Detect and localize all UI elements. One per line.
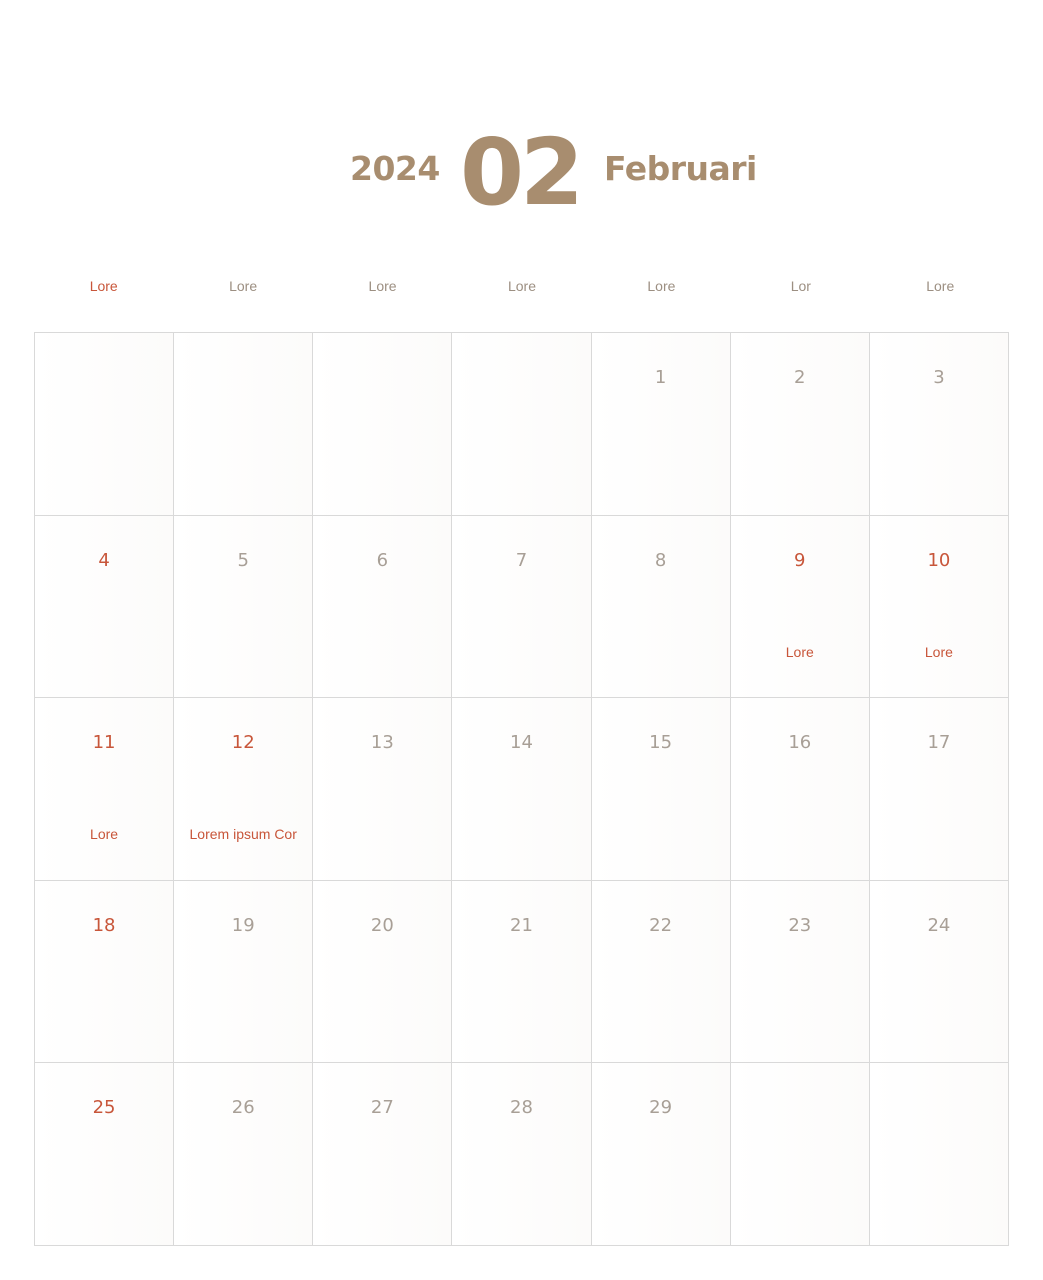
day-number: 21 <box>510 914 533 936</box>
day-number: 9 <box>794 549 806 571</box>
day-cell <box>452 698 591 881</box>
weekday-label: Lore <box>229 278 258 294</box>
weekday-label: Lore <box>368 278 397 294</box>
day-number: 19 <box>231 914 255 936</box>
month-number: 02 <box>460 119 581 226</box>
day-number: 18 <box>92 914 116 936</box>
day-cell <box>35 881 174 1064</box>
day-cell <box>592 333 731 516</box>
day-number: 14 <box>510 732 533 754</box>
day-cell <box>870 698 1009 881</box>
day-number: 6 <box>376 549 389 571</box>
day-cell <box>731 698 870 881</box>
day-cell <box>313 516 452 699</box>
day-cell <box>870 333 1009 516</box>
day-number: 11 <box>92 732 116 754</box>
day-number: 8 <box>654 549 667 571</box>
day-cell <box>731 333 870 516</box>
day-number: 26 <box>231 1097 255 1119</box>
day-number: 17 <box>927 732 951 754</box>
day-cell <box>452 881 591 1064</box>
day-number: 22 <box>649 914 673 936</box>
day-cell <box>313 881 452 1064</box>
day-cell <box>35 698 174 881</box>
day-number: 27 <box>370 1097 394 1119</box>
day-cell <box>592 881 731 1064</box>
day-cell <box>174 516 313 699</box>
day-number: 12 <box>231 732 255 754</box>
day-number: 15 <box>649 732 673 754</box>
day-number: 25 <box>92 1097 116 1119</box>
day-number: 28 <box>510 1097 533 1119</box>
day-cell <box>870 516 1009 699</box>
empty-day-cell <box>35 333 174 516</box>
day-cell <box>592 516 731 699</box>
empty-day-cell <box>731 1063 870 1246</box>
day-number: 29 <box>649 1097 673 1119</box>
day-cell <box>870 881 1009 1064</box>
day-cell <box>592 698 731 881</box>
day-number: 4 <box>98 549 110 571</box>
weekday-label: Lor <box>790 278 811 294</box>
day-cell <box>452 516 591 699</box>
empty-day-cell <box>174 333 313 516</box>
day-number: 7 <box>515 549 528 571</box>
day-number: 10 <box>927 549 951 571</box>
day-cell <box>731 516 870 699</box>
day-cell <box>592 1063 731 1246</box>
calendar-header <box>0 118 1043 228</box>
day-note: Lore <box>785 643 814 660</box>
day-number: 5 <box>237 549 249 571</box>
day-cell <box>313 698 452 881</box>
day-number: 16 <box>788 732 812 754</box>
empty-day-cell <box>870 1063 1009 1246</box>
day-cell <box>174 1063 313 1246</box>
day-number: 1 <box>654 367 667 388</box>
day-cell <box>313 1063 452 1246</box>
weekday-header-row <box>34 270 1010 302</box>
day-number: 13 <box>370 732 394 754</box>
day-cell <box>35 1063 174 1246</box>
day-cell <box>174 881 313 1064</box>
calendar-grid <box>34 332 1009 1246</box>
day-cell <box>174 698 313 881</box>
day-note: Lore <box>924 643 953 660</box>
day-cell <box>35 516 174 699</box>
day-number: 3 <box>933 367 945 388</box>
day-number: 24 <box>927 914 951 936</box>
weekday-label: Lore <box>89 278 118 294</box>
empty-day-cell <box>452 333 591 516</box>
weekday-label: Lore <box>926 278 955 294</box>
day-note: Lore <box>90 826 119 843</box>
weekday-label: Lore <box>647 278 676 294</box>
day-number: 20 <box>370 914 394 936</box>
empty-day-cell <box>313 333 452 516</box>
day-number: 2 <box>794 367 806 388</box>
year-label: 2024 <box>350 149 440 188</box>
month-name: Februari <box>604 149 757 188</box>
day-cell <box>731 881 870 1064</box>
day-number: 23 <box>788 914 812 936</box>
weekday-label: Lore <box>507 278 536 294</box>
day-note: Lorem ipsum Cor <box>189 826 297 843</box>
day-cell <box>452 1063 591 1246</box>
